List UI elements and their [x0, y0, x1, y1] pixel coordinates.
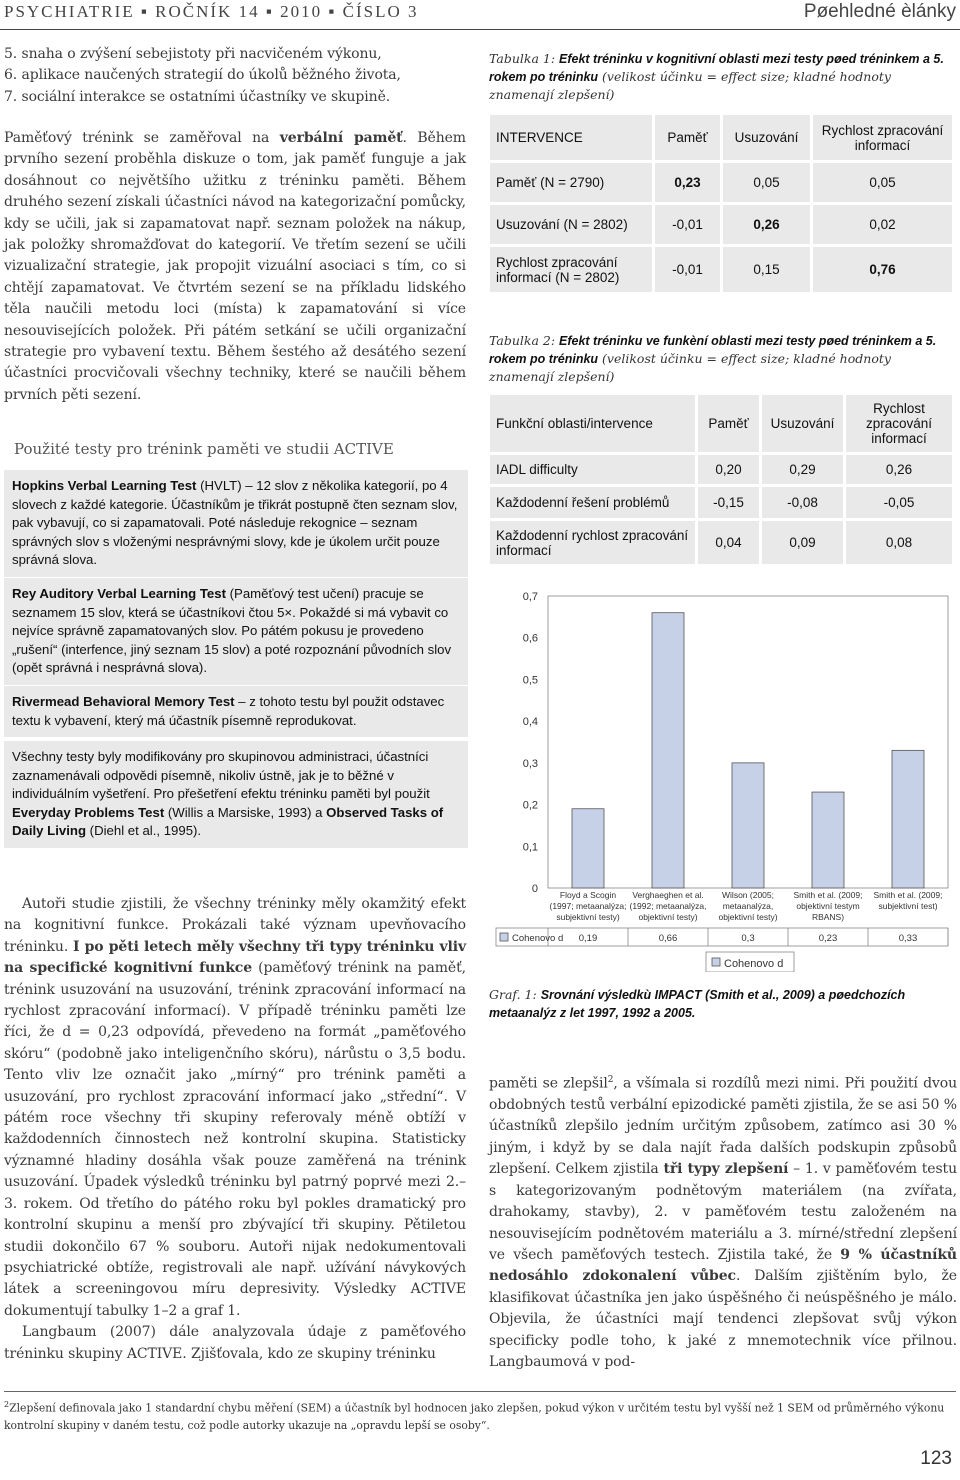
- value-label: 0,66: [658, 933, 678, 944]
- test-name: Everyday Problems Test: [12, 804, 165, 820]
- text-run: (paměťový trénink na paměť, trénink usuzování na usuzování, trénink zpracování informací na rychlost zpracování informací). V případě tréninku paměti lze říci, že d = 0,23 odpovídá, převedeno na formát „paměťového skóru“ (podobně jako inteligenčního skóru), nárůstu o 3,5 bodu. Tento vliv lze označit jako „mírný“ pro trénink paměti a usuzování, pro rychlost zpracování informací jako „střední“. V pátém roce všechny tři skupiny referovaly méně obtíží v každodenních činnostech než kontrolní skupina. Statisticky významné hladiny dosáhla však pouze zaměřená na trénink usuzování. Úpadek výsledků tréninku byl patrný poprvé mezi 2.–3. rokem. Od třetího do pátého roku byl pokles dramatický pro kontrolní skupinu a menší pro zbývající tři skupiny. Pětiletou studii dokončilo 67 % souboru. Autoři nijak nedokumentovali psychiatrické obtíže, registrovali ale např. užívání návykových látek a screeningovou míru depresivity. Výsledky ACTIVE dokumentují tabulky 1–2 a graf 1.: [4, 960, 466, 1319]
- category-label: Smith et al. (2009; subjektivní test): [873, 890, 943, 911]
- table-header: Funkční oblasti/intervence: [489, 394, 697, 454]
- table-cell: -0,01: [654, 246, 722, 294]
- y-tick-label: 0,5: [522, 674, 538, 687]
- text-run: (Diehl et al., 1995).: [86, 823, 202, 839]
- journal-title: PSYCHIATRIE ▪ ROČNÍK 14 ▪ 2010 ▪ ČÍSLO 3: [4, 2, 419, 21]
- table-cell: -0,15: [697, 486, 761, 520]
- langbaum-continuation: [489, 1070, 957, 1373]
- footnote: [4, 1396, 956, 1434]
- category-label: Verghaeghen et al. (1992; metaanalýza, objektivní testy): [629, 890, 707, 922]
- legend-label: Cohenovo d: [724, 958, 784, 970]
- bar: [652, 613, 684, 888]
- footnote-text: Zlepšení definovala jako 1 standardní chybu měření (SEM) a účastník byl hodnocen jako zlepšen, pokud výkon v určitém testu byl vyšší než 1 SEM od průměrného výkonu kontrolní skupiny v daném testu, což podle autorky ukazuje na „opravdu lepší se osoby“.: [4, 1401, 945, 1432]
- text-run: , a všímala si rozdílů mezi nimi. Při použití dvou obdobných testů verbální epizodické paměti zjistila, že se asi 50 % účastníků zlepšilo jedním určitým způsobem, zatímco asi 30 % jiným, i když by se dala najít řada dalších podskupin způsobů zlepšení. Celkem zjistila: [489, 1075, 958, 1178]
- table-cell: 0,09: [761, 520, 845, 566]
- series-swatch: [500, 933, 508, 941]
- text-run: Autoři studie zjistili, že všechny tréninky měly okamžitý efekt na kognitivní funkce. Prokázali také význam upevňovacího tréninku.: [4, 896, 466, 955]
- table-cell: 0,26: [722, 204, 812, 246]
- caption-label: Graf. 1:: [489, 987, 541, 1002]
- caption-title: Srovnání výsledkù IMPACT (Smith et al., 2009) a pøedchozích metaanalýz z let 1997, 1992 a 2005.: [489, 988, 906, 1020]
- hvlt-box: [4, 470, 468, 577]
- test-name: Observed Tasks of Daily Living: [12, 804, 444, 839]
- y-tick-label: 0,2: [522, 799, 538, 812]
- comparison-chart: [492, 592, 954, 972]
- table-header: Rychlost zpracování informací: [845, 394, 954, 454]
- table-header: Rychlost zpracování informací: [812, 114, 954, 162]
- row-label: Paměť (N = 2790): [489, 162, 654, 204]
- test-name: Rey Auditory Verbal Learning Test: [12, 586, 226, 601]
- table-cell: 0,15: [722, 246, 812, 294]
- table-cell: 0,76: [812, 246, 954, 294]
- table-cell: 0,04: [697, 520, 761, 566]
- table-row: [489, 246, 954, 294]
- chart-caption: [489, 986, 959, 1022]
- row-label: IADL difficulty: [489, 454, 697, 486]
- value-label: 0,19: [578, 933, 598, 944]
- footnote-marker: 2: [4, 1400, 10, 1409]
- value-label: 0,3: [741, 933, 755, 944]
- table2-caption: [489, 332, 957, 385]
- y-tick-label: 0,6: [522, 632, 538, 645]
- test-name: Rivermead Behavioral Memory Test: [12, 694, 235, 709]
- bar: [732, 763, 764, 888]
- text-run-bold: 9 % účastníků nedosáhlo zdokonalení vůbec: [489, 1246, 957, 1285]
- category-label: Smith et al. (2009; objektivní testym RBANS): [793, 890, 863, 922]
- category-label: Floyd a Scogin (1997; metaanalýza; subjektivní testy): [549, 890, 627, 922]
- text-run: Paměťový trénink se zaměřoval na: [4, 130, 280, 146]
- table-cell: -0,01: [654, 204, 722, 246]
- table-row: [489, 204, 954, 246]
- table-cell: 0,23: [654, 162, 722, 204]
- y-tick-label: 0,4: [522, 716, 538, 729]
- page-header: [0, 0, 960, 30]
- tests-box-title: Použité testy pro trénink paměti ve studii ACTIVE: [14, 440, 394, 458]
- table-header: Usuzování: [761, 394, 845, 454]
- text-run: (Willis a Marsiske, 1993) a: [164, 804, 327, 820]
- list-item: 7. sociální interakce se ostatními účastníky ve skupině.: [4, 88, 391, 105]
- text-run: . Dalším zjištěním bylo, že klasifikovat účastníka jen jako úspěšného či neúspěšného je málo. Objevila, že účastníci mají tendenci zlepšovat svůj výkon specificky podle toho, k jaké z mnemotechnik více přilnou. Langbaumová v pod-: [489, 1268, 957, 1370]
- table-cell: 0,05: [722, 162, 812, 204]
- table-cell: 0,05: [812, 162, 954, 204]
- bar-chart-svg: [492, 592, 954, 972]
- ravlt-box: [4, 578, 468, 685]
- training-steps-list: [4, 44, 466, 108]
- text-run-bold: tři typy zlepšení: [663, 1161, 789, 1178]
- caption-label: Tabulka 1:: [489, 51, 560, 66]
- list-item: 6. aplikace naučených strategií do úkolů běžného života,: [4, 67, 401, 84]
- modification-box: [4, 741, 468, 848]
- row-label: Usuzování (N = 2802): [489, 204, 654, 246]
- bar: [572, 809, 604, 888]
- table-cell: 0,29: [761, 454, 845, 486]
- table-cell: 0,20: [697, 454, 761, 486]
- table-cell: -0,08: [761, 486, 845, 520]
- rbmt-box: [4, 686, 468, 737]
- row-label: Rychlost zpracování informací (N = 2802): [489, 246, 654, 294]
- text-run: – 1. v paměťovém testu s kategorizovaným podnětovým materiálem (na zvířata, drahokamy, stavby), 2. v paměťovém testu založeném na nesouvisejícím podnětovém materiálu a 3. mírné/střední zlepšení ve všech paměťových testech. Zjistila také, že: [489, 1161, 957, 1263]
- table-header: INTERVENCE: [489, 114, 654, 162]
- table-cell: 0,08: [845, 520, 954, 566]
- y-tick-label: 0,7: [522, 592, 538, 603]
- series-name: Cohenovo d: [512, 933, 564, 944]
- list-item: 5. snaha o zvýšení sebejistoty při nacvičeném výkonu,: [4, 46, 382, 62]
- table-cell: 0,26: [845, 454, 954, 486]
- caption-note: (velikost účinku = effect size; kladné hodnoty znamenají zlepšení): [489, 351, 891, 384]
- text-run: paměti se zlepšil: [489, 1075, 608, 1092]
- table-header: Paměť: [697, 394, 761, 454]
- table-header: Paměť: [654, 114, 722, 162]
- category-label: Wilson (2005; metaanalýza, objektivní testy): [718, 890, 778, 922]
- results-paragraph: [4, 894, 466, 1365]
- y-tick-label: 0,3: [522, 757, 538, 770]
- table-row: [489, 486, 954, 520]
- data-table-row: [496, 928, 948, 946]
- row-label: Každodenní řešení problémů: [489, 486, 697, 520]
- table-cell: 0,02: [812, 204, 954, 246]
- y-tick-label: 0,1: [522, 841, 538, 854]
- section-title: Pøehledné èlánky: [803, 1, 956, 22]
- table-row: [489, 162, 954, 204]
- text-run: Všechny testy byly modifikovány pro skupinovou administraci, účastníci zaznamenávali odpovědi písemně, nikoliv ústně, jak je to běžné v individuálním vyšetření. Pro přešetření efektu tréninku paměti byl použit: [12, 749, 430, 802]
- test-description: (Paměťový test učení) pracuje se seznamem 15 slov, která se účastníkovi čtou 5×. Pokaždé si má vybavit co nejvíce správně zapamatovaných slov. Po pátém pokusu je provedeno „rušení“ (interfence, jiný seznam 15 slov) a poté rozpoznání původních slov (opět správná i nesprávná slova).: [12, 586, 452, 676]
- value-label: 0,23: [818, 933, 838, 944]
- row-label: Každodenní rychlost zpracování informací: [489, 520, 697, 566]
- table1-caption: [489, 50, 957, 103]
- table-cell: -0,05: [845, 486, 954, 520]
- caption-note: (velikost účinku = effect size; kladné hodnoty znamenají zlepšení): [489, 69, 891, 102]
- bar: [812, 792, 844, 888]
- y-tick-label: 0: [531, 883, 538, 895]
- table-row: [489, 520, 954, 566]
- memory-training-paragraph: [4, 128, 466, 406]
- footnote-divider: [4, 1391, 956, 1392]
- table-row: [489, 454, 954, 486]
- text-run-bold: verbální paměť: [279, 130, 403, 146]
- text-run-bold: I po pěti letech měly všechny tři typy tréninku vliv na specifické kognitivní funkce: [4, 938, 467, 977]
- test-description: – z tohoto testu byl použit odstavec textu k vybavení, který má účastník písemně reprodukovat.: [12, 694, 445, 728]
- table2: [487, 392, 955, 567]
- value-label: 0,33: [898, 933, 918, 944]
- caption-label: Tabulka 2:: [489, 333, 560, 348]
- table-header: Usuzování: [722, 114, 812, 162]
- table1: [487, 112, 955, 295]
- footnote-ref: 2: [607, 1075, 614, 1085]
- test-name: Hopkins Verbal Learning Test: [12, 478, 197, 493]
- test-description: (HVLT) – 12 slov z několika kategorií, po 4 slovech z každé kategorie. Účastníkům je třikrát postupně čten seznam slov, pak vybavují, co si zapamatovali. Poté následuje rekognice – seznam správných slov s vloženými nesprávnými slovy, kde je úkolem určit pouze správná slova.: [12, 478, 458, 568]
- bar: [892, 750, 924, 888]
- caption-title: Efekt tréninku v kognitivní oblasti mezi testy pøed tréninkem a 5. rokem po tréninku: [489, 52, 944, 84]
- text-run: . Během prvního sezení proběhla diskuze o tom, jak paměť funguje a jak dosáhnout co největšího užitku z tréninku paměti. Během druhého sezení získali účastníci návod na kategorizační pomůcky, kdy se učili, jak si zapamatovat např. seznam položek na nákup, jak položky shromažďovat do kategorií. Ve třetím sezení se učili vizualizační strategie, jak propojit vizuální asociaci s tím, co si chtějí zapamatovat. Ve čtvrtém sezení se na příkladu lidského těla naučili metodu loci (místa) k zapamatování si více nesouvisejících položek. Při pátém setkání se učili organizační strategie pro vybavení textu. Během šestého až desátého sezení účastníci procvičovali všechny techniky, které se naučili během prvních pěti sezení.: [4, 130, 466, 403]
- langbaum-paragraph: Langbaum (2007) dále analyzovala údaje z paměťového tréninku skupiny ACTIVE. Zjišťovala, kdo ze skupiny tréninku: [4, 1324, 466, 1362]
- caption-title: Efekt tréninku ve funkèní oblasti mezi testy pøed tréninkem a 5. rokem po tréninku: [489, 334, 937, 366]
- page-number: 123: [920, 1448, 952, 1469]
- legend-swatch: [712, 958, 720, 966]
